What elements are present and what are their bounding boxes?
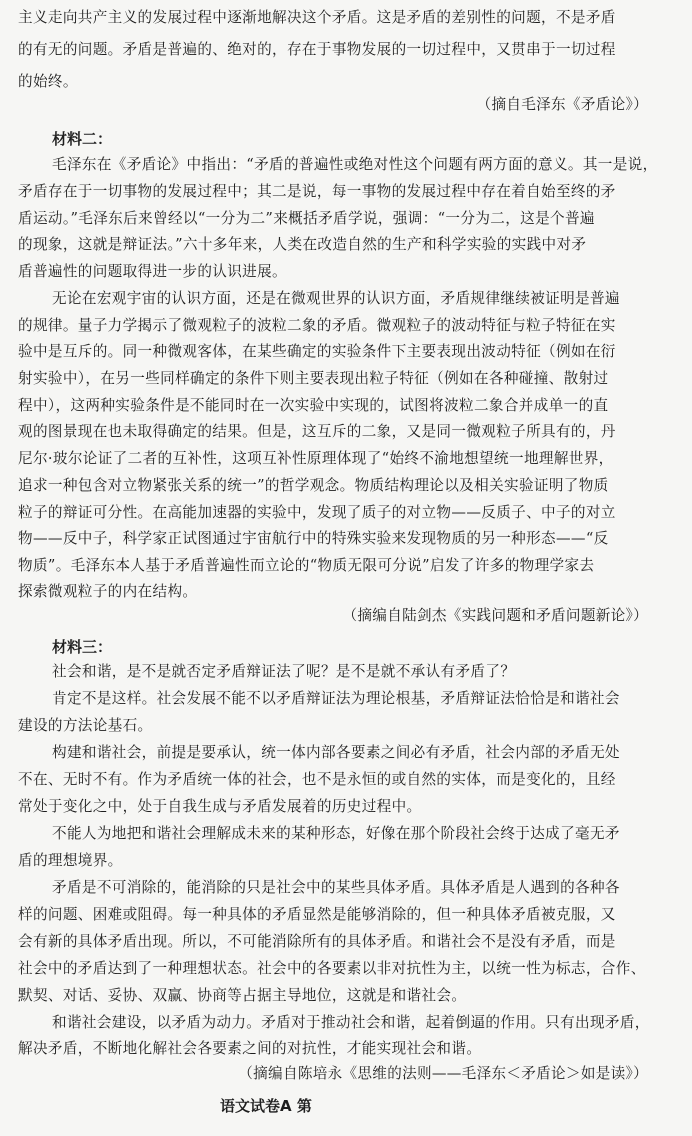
- text-line: 尼尔·玻尔论证了二者的互补性，这项互补性原理体现了“始终不渝地想望统一地理解世界，: [18, 450, 614, 467]
- text-line: 矛盾存在于一切事物的发展过程中；其二是说，每一事物的发展过程中存在着自始至终的矛: [18, 183, 616, 200]
- text-line: 的始终。: [18, 73, 78, 90]
- text-line: 的现象，这就是辩证法。”六十多年来，人类在改造自然的生产和科学实验的实践中对矛: [18, 236, 587, 253]
- text-line: 建设的方法论基石。: [18, 717, 153, 734]
- text-line: 盾普遍性的问题取得进一步的认识进展。: [18, 263, 287, 280]
- text-line: 不在、无时不有。作为矛盾统一体的社会，也不是永恒的或自然的实体，而是变化的，且经: [18, 771, 616, 788]
- text-line: 物——反中子，科学家正试图通过宇宙航行中的特殊实验来发现物质的另一种形态——“反: [18, 530, 609, 547]
- text-line: 样的问题、困难或阻碍。每一种具体的矛盾显然是能够消除的，但一种具体矛盾被克服，又: [18, 906, 616, 923]
- text-line: 解决矛盾，不断地化解社会各要素之间的对抗性，才能实现社会和谐。: [18, 1040, 482, 1057]
- text-line: 盾的理想境界。: [18, 852, 123, 869]
- text-line: 观的图景现在也未取得确定的结果。但是，这互斥的二象，又是同一微观粒子所具有的，丹: [18, 423, 616, 440]
- text-line: 的规律。量子力学揭示了微观粒子的波粒二象的矛盾。微观粒子的波动特征与粒子特征在实: [18, 317, 616, 334]
- text-line: 会有新的具体矛盾出现。所以，不可能消除所有的具体矛盾。和谐社会不是没有矛盾，而是: [18, 933, 616, 950]
- text-line: 毛泽东在《矛盾论》中指出：“矛盾的普遍性或绝对性这个问题有两方面的意义。其一是说，: [52, 156, 658, 173]
- text-line: 验中是互斥的。同一种微观客体，在某些确定的实验条件下主要表现出波动特征（例如在衍: [18, 343, 616, 360]
- text-line: 肯定不是这样。社会发展不能不以矛盾辩证法为理论根基，矛盾辩证法恰恰是和谐社会: [52, 690, 620, 707]
- source-citation: （摘自毛泽东《矛盾论》）: [476, 96, 648, 113]
- page-footer: 语文试卷A 第: [220, 1097, 312, 1115]
- text-line: 追求一种包含对立物紧张关系的统一”的哲学观念。物质结构理论以及相关实验证明了物质: [18, 477, 609, 494]
- section-heading: 材料二：: [52, 130, 113, 148]
- text-line: 程中），这两种实验条件是不能同时在一次实验中实现的，试图将波粒二象合并成单一的直: [18, 397, 609, 414]
- text-line: 无论在宏观宇宙的认识方面，还是在微观世界的认识方面，矛盾规律继续被证明是普遍: [52, 290, 620, 307]
- text-line: 和谐社会建设，以矛盾为动力。矛盾对于推动社会和谐，起着倒逼的作用。只有出现矛盾，: [52, 1014, 650, 1031]
- text-line: 社会和谐，是不是就否定矛盾辩证法了呢？是不是就不承认有矛盾了？: [52, 663, 516, 680]
- text-line: 主义走向共产主义的发展过程中逐渐地解决这个矛盾。这是矛盾的差别性的问题，不是矛盾: [18, 9, 616, 26]
- text-line: 粒子的辩证可分性。在高能加速器的实验中，发现了质子的对立物——反质子、中子的对立: [18, 504, 616, 521]
- text-line: 的有无的问题。矛盾是普遍的、绝对的，存在于事物发展的一切过程中，又贯串于一切过程: [18, 41, 616, 58]
- text-line: 盾运动。”毛泽东后来曾经以“一分为二”来概括矛盾学说，强调：“一分为二，这是个普遍: [18, 210, 595, 227]
- text-line: 社会中的矛盾达到了一种理想状态。社会中的各要素以非对抗性为主，以统一性为标志，合作、: [18, 960, 646, 977]
- footer-fade-overlay: [312, 1094, 372, 1118]
- text-line: 矛盾是不可消除的，能消除的只是社会中的某些具体矛盾。具体矛盾是人遇到的各种各: [52, 879, 620, 896]
- text-line: 探索微观粒子的内在结构。: [18, 583, 198, 600]
- text-line: 物质”。毛泽东本人基于矛盾普遍性而立论的“物质无限可分说”启发了许多的物理学家去: [18, 557, 595, 574]
- source-citation: （摘编自陈培永《思维的法则——毛泽东＜矛盾论＞如是读》）: [238, 1065, 648, 1082]
- source-citation: （摘编自陆剑杰《实践问题和矛盾问题新论》）: [342, 607, 648, 624]
- text-line: 常处于变化之中，处于自我生成与矛盾发展着的历史过程中。: [18, 798, 422, 815]
- text-line: 射实验中），在另一些同样确定的条件下则主要表现出粒子特征（例如在各种碰撞、散射过: [18, 370, 609, 387]
- text-line: 默契、对话、妥协、双赢、协商等占据主导地位，这就是和谐社会。: [18, 987, 467, 1004]
- section-heading: 材料三：: [52, 638, 113, 656]
- text-line: 构建和谐社会，前提是要承认，统一体内部各要素之间必有矛盾，社会内部的矛盾无处: [52, 744, 620, 761]
- text-line: 不能人为地把和谐社会理解成未来的某种形态，好像在那个阶段社会终于达成了毫无矛: [52, 825, 620, 842]
